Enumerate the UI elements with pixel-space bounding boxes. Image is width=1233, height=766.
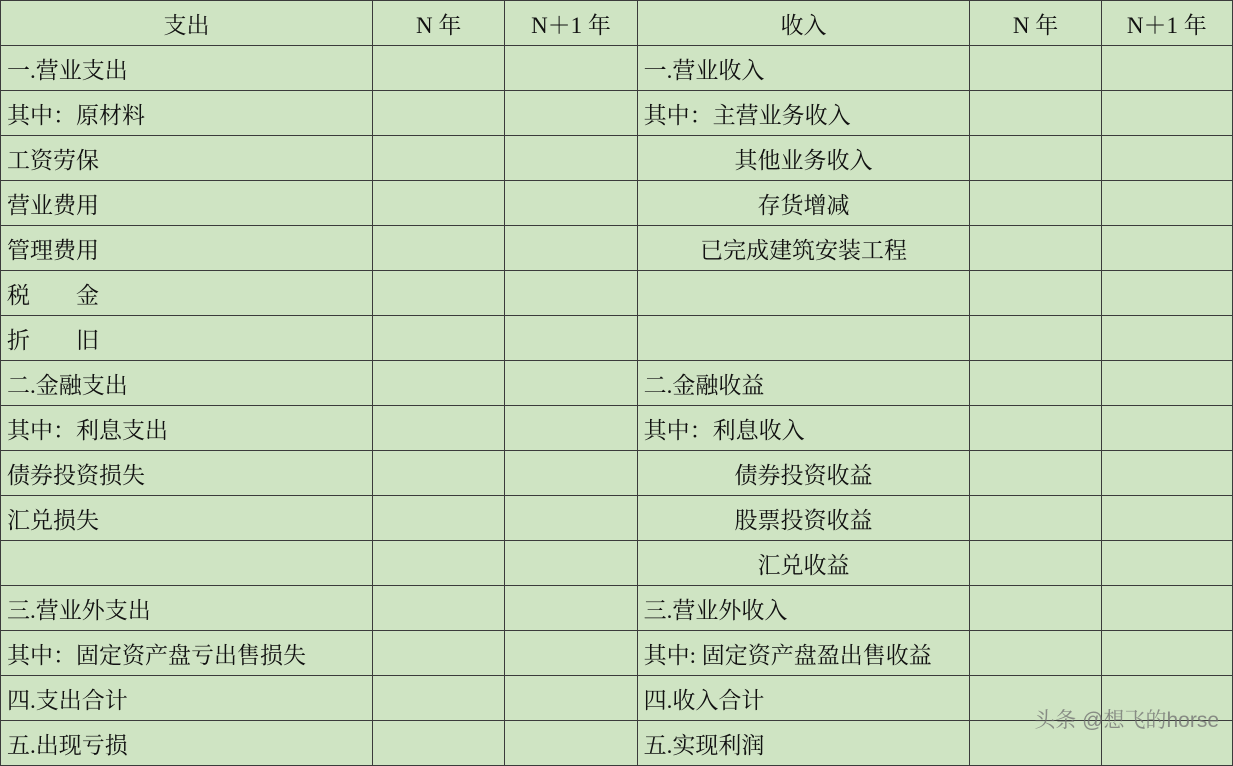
- income-label-cell: 其中: 固定资产盘盈出售收益: [637, 631, 970, 676]
- expense-year-n-cell[interactable]: [373, 226, 505, 271]
- expense-year-n1-cell[interactable]: [505, 316, 637, 361]
- expense-year-n1-cell[interactable]: [505, 46, 637, 91]
- table-row: [1, 46, 1233, 91]
- expense-year-n-cell[interactable]: [373, 541, 505, 586]
- expense-label-cell: 管理费用: [1, 226, 373, 271]
- expense-label-cell: 债券投资损失: [1, 451, 373, 496]
- income-year-n1-cell[interactable]: [1101, 361, 1232, 406]
- expense-label-cell: 税 金: [1, 271, 373, 316]
- income-year-n1-cell[interactable]: [1101, 271, 1232, 316]
- expense-label-cell: 其中：固定资产盘亏出售损失: [1, 631, 373, 676]
- expense-year-n-cell[interactable]: [373, 406, 505, 451]
- expense-label-cell: [1, 541, 373, 586]
- watermark: 头条 @想飞的horse: [1034, 709, 1219, 732]
- expense-label-cell: 三.营业外支出: [1, 586, 373, 631]
- income-year-n-cell[interactable]: [970, 721, 1101, 766]
- expense-year-n1-cell[interactable]: [505, 721, 637, 766]
- expense-year-n1-cell[interactable]: [505, 451, 637, 496]
- expense-year-n1-cell[interactable]: [505, 271, 637, 316]
- income-year-n1-cell[interactable]: [1101, 586, 1232, 631]
- expense-year-n-cell[interactable]: [373, 451, 505, 496]
- income-year-n1-cell[interactable]: [1101, 406, 1232, 451]
- income-year-n-cell[interactable]: [970, 631, 1101, 676]
- expense-year-n-cell[interactable]: [373, 361, 505, 406]
- expense-year-n1-cell[interactable]: [505, 676, 637, 721]
- income-year-n1-cell[interactable]: [1101, 226, 1232, 271]
- expense-year-n1-cell[interactable]: [505, 541, 637, 586]
- table-row: [1, 451, 1233, 496]
- income-label-cell: 五.实现利润: [637, 721, 970, 766]
- expense-year-n-cell[interactable]: [373, 91, 505, 136]
- income-label-cell: 一.营业收入: [637, 46, 970, 91]
- expense-year-n1-cell[interactable]: [505, 631, 637, 676]
- expense-year-n-cell[interactable]: [373, 586, 505, 631]
- income-year-n1-cell[interactable]: [1101, 721, 1232, 766]
- expense-year-n-cell[interactable]: [373, 271, 505, 316]
- table-row: [1, 271, 1233, 316]
- income-year-n1-cell[interactable]: [1101, 181, 1232, 226]
- expense-label-cell: 工资劳保: [1, 136, 373, 181]
- table-body: [1, 1, 1233, 766]
- income-year-n-cell[interactable]: [970, 361, 1101, 406]
- expense-year-n-cell[interactable]: [373, 316, 505, 361]
- income-label-cell: 存货增减: [637, 181, 970, 226]
- income-year-n-cell[interactable]: [970, 406, 1101, 451]
- table-row: [1, 226, 1233, 271]
- income-label-cell: [637, 271, 970, 316]
- income-year-n1-cell[interactable]: [1101, 91, 1232, 136]
- income-year-n-cell[interactable]: [970, 181, 1101, 226]
- expense-label-cell: 汇兑损失: [1, 496, 373, 541]
- expense-year-n1-cell[interactable]: [505, 406, 637, 451]
- income-label-cell: 汇兑收益: [637, 541, 970, 586]
- expense-year-n-cell[interactable]: [373, 181, 505, 226]
- income-label-cell: 已完成建筑安装工程: [637, 226, 970, 271]
- expense-label-cell: 其中：利息支出: [1, 406, 373, 451]
- income-year-n1-cell[interactable]: [1101, 316, 1232, 361]
- income-label-cell: 债券投资收益: [637, 451, 970, 496]
- expense-year-n-cell[interactable]: [373, 676, 505, 721]
- table-row: [1, 586, 1233, 631]
- table-row: [1, 496, 1233, 541]
- income-label-cell: 其中：主营业务收入: [637, 91, 970, 136]
- income-label-cell: 二.金融收益: [637, 361, 970, 406]
- expense-label-cell: 五.出现亏损: [1, 721, 373, 766]
- income-year-n1-cell[interactable]: [1101, 631, 1232, 676]
- income-year-n-cell[interactable]: [970, 91, 1101, 136]
- income-year-n1-cell[interactable]: [1101, 136, 1232, 181]
- expense-year-n1-cell[interactable]: [505, 496, 637, 541]
- table-row: [1, 181, 1233, 226]
- expense-label-cell: 一.营业支出: [1, 46, 373, 91]
- income-label-cell: 三.营业外收入: [637, 586, 970, 631]
- expense-year-n1-cell[interactable]: [505, 361, 637, 406]
- header-year-n1-right: N＋1 年: [1101, 1, 1232, 46]
- expense-year-n1-cell[interactable]: [505, 226, 637, 271]
- income-year-n1-cell[interactable]: [1101, 676, 1232, 721]
- income-label-cell: 其他业务收入: [637, 136, 970, 181]
- table-row: [1, 541, 1233, 586]
- table-row: [1, 136, 1233, 181]
- income-label-cell: 四.收入合计: [637, 676, 970, 721]
- income-year-n1-cell[interactable]: [1101, 451, 1232, 496]
- expense-year-n1-cell[interactable]: [505, 91, 637, 136]
- income-label-cell: [637, 316, 970, 361]
- income-year-n-cell[interactable]: [970, 451, 1101, 496]
- expense-label-cell: 其中：原材料: [1, 91, 373, 136]
- table-row: [1, 676, 1233, 721]
- expense-year-n-cell[interactable]: [373, 631, 505, 676]
- expense-year-n-cell[interactable]: [373, 46, 505, 91]
- income-label-cell: 其中：利息收入: [637, 406, 970, 451]
- expense-year-n1-cell[interactable]: [505, 586, 637, 631]
- income-year-n1-cell[interactable]: [1101, 496, 1232, 541]
- table-header-row: [1, 1, 1233, 46]
- header-income: 收入: [637, 1, 970, 46]
- header-year-n-right: N 年: [970, 1, 1101, 46]
- table-row: [1, 406, 1233, 451]
- income-year-n-cell[interactable]: [970, 676, 1101, 721]
- expense-label-cell: 四.支出合计: [1, 676, 373, 721]
- expense-year-n-cell[interactable]: [373, 136, 505, 181]
- income-year-n-cell[interactable]: [970, 226, 1101, 271]
- income-year-n-cell[interactable]: [970, 136, 1101, 181]
- expense-year-n-cell[interactable]: [373, 496, 505, 541]
- income-year-n-cell[interactable]: [970, 46, 1101, 91]
- table-row: [1, 631, 1233, 676]
- income-year-n-cell[interactable]: [970, 271, 1101, 316]
- expense-year-n1-cell[interactable]: [505, 136, 637, 181]
- income-year-n-cell[interactable]: [970, 496, 1101, 541]
- table-row: [1, 361, 1233, 406]
- expense-label-cell: 折 旧: [1, 316, 373, 361]
- expense-label-cell: 二.金融支出: [1, 361, 373, 406]
- income-year-n1-cell[interactable]: [1101, 541, 1232, 586]
- header-expense: 支出: [1, 1, 373, 46]
- header-year-n-left: N 年: [373, 1, 505, 46]
- income-year-n-cell[interactable]: [970, 586, 1101, 631]
- table-row: [1, 721, 1233, 766]
- income-year-n-cell[interactable]: [970, 316, 1101, 361]
- income-year-n-cell[interactable]: [970, 541, 1101, 586]
- expense-year-n-cell[interactable]: [373, 721, 505, 766]
- table-row: [1, 316, 1233, 361]
- table-row: [1, 91, 1233, 136]
- expense-year-n1-cell[interactable]: [505, 181, 637, 226]
- income-year-n1-cell[interactable]: [1101, 46, 1232, 91]
- expense-label-cell: 营业费用: [1, 181, 373, 226]
- header-year-n1-left: N＋1 年: [505, 1, 637, 46]
- income-label-cell: 股票投资收益: [637, 496, 970, 541]
